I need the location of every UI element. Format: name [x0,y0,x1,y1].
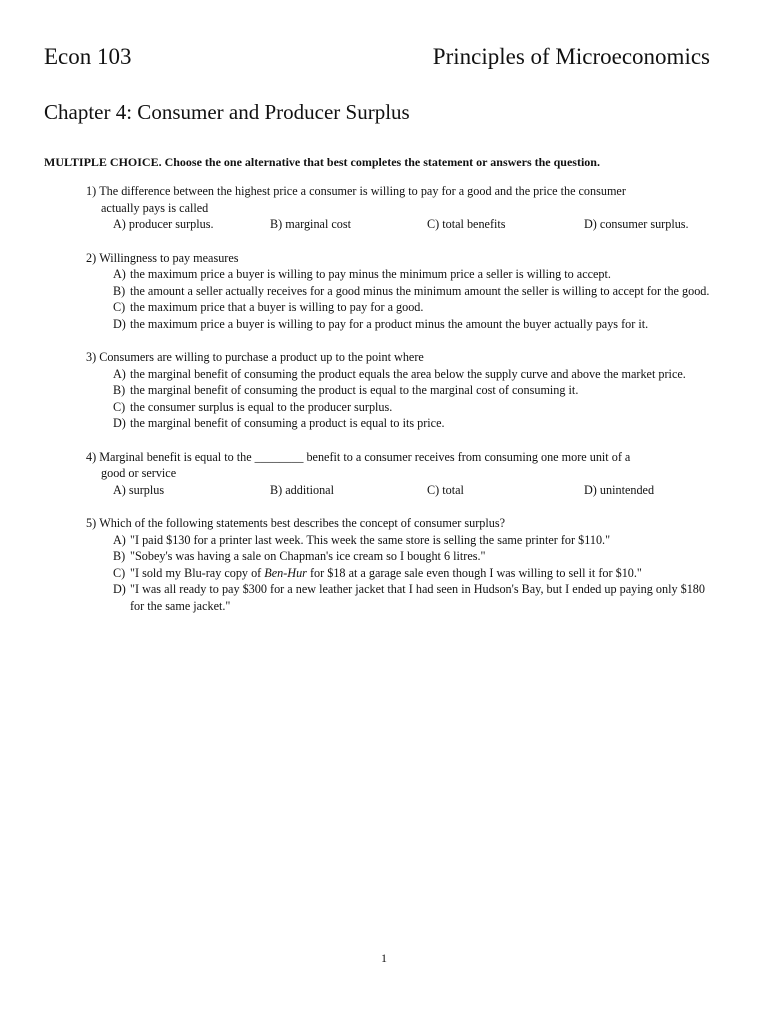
choice-b: B) additional [270,482,334,497]
choice-letter: C) [113,399,126,414]
movie-title: Ben-Hur [264,565,307,580]
choice-c: C) total [427,482,464,497]
choice-text: the maximum price a buyer is willing to pay minus the minimum price a seller is willing to accept. [130,267,611,281]
page-header [44,44,710,76]
choice-c [86,565,712,582]
choice-letter: B) [113,383,126,397]
question-1 [86,183,712,233]
answer-choices [86,216,712,233]
choice-text: the marginal benefit of consuming the product equals the area below the supply curve and above the market price. [130,366,686,381]
choice-text: the marginal benefit of consuming a product is equal to its price. [130,416,445,430]
choice-text: "Sobey's was having a sale on Chapman's ice cream so I bought 6 litres." [130,549,486,563]
question-4 [86,449,712,499]
choice-d [86,316,712,333]
question-number: 1) [86,184,97,198]
choice-text: the consumer surplus is equal to the producer surplus. [130,399,393,414]
choice-letter: D) [113,416,126,430]
question-text-continued: actually pays is called [101,200,209,215]
choice-letter: D) [113,316,126,331]
choice-text-after: for $18 at a garage sale even though I was willing to sell it for $10." [306,565,642,580]
choice-d [86,415,712,432]
question-text: Willingness to pay measures [99,250,239,265]
choice-b [86,382,712,399]
choice-letter: A) [113,366,126,381]
choice-text: the maximum price a buyer is willing to pay for a product minus the amount the buyer actually pays for it. [130,316,649,331]
choice-a: A) producer surplus. [113,217,214,231]
question-text: Which of the following statements best describes the concept of consumer surplus? [99,516,506,530]
choice-letter: B) [113,283,126,298]
choice-d: D) unintended [584,482,655,497]
choice-letter: B) [113,549,126,563]
question-stem [86,183,712,200]
question-number: 4) [86,449,97,464]
question-5 [86,515,712,614]
choice-text: "I paid $130 for a printer last week. This week the same store is selling the same printer for $110." [130,532,611,547]
question-text-continued: good or service [101,466,177,480]
question-stem [86,250,712,267]
course-title: Principles of Microeconomics [432,44,710,69]
choice-text-before: "I sold my Blu-ray copy of [130,565,265,580]
choice-c: C) total benefits [427,217,506,231]
instructions: MULTIPLE CHOICE. Choose the one alternative that best completes the statement or answers the question. [44,155,600,169]
question-stem [86,449,712,466]
question-list [86,183,712,631]
choice-a [86,266,712,283]
chapter-title: Chapter 4: Consumer and Producer Surplus [44,100,410,124]
question-text: Consumers are willing to purchase a product up to the point where [99,350,424,364]
choice-letter: A) [113,267,126,281]
answer-choices [86,482,712,499]
question-stem [86,349,712,366]
choice-a [86,532,712,549]
choice-text: "I was all ready to pay $300 for a new leather jacket that I had seen in Hudson's Bay, but I ended up paying only $180 for the same jacket." [130,582,705,613]
choice-letter: A) [113,532,126,547]
question-text: The difference between the highest price a consumer is willing to pay for a good and the price the consumer [99,184,626,198]
choice-b: B) marginal cost [270,217,352,231]
question-3 [86,349,712,432]
question-text: Marginal benefit is equal to the ________ benefit to a consumer receives from consuming one more unit of a [99,449,631,464]
course-code: Econ 103 [44,44,132,69]
choice-b [86,283,712,300]
choice-c [86,299,712,316]
question-stem [86,515,712,532]
choice-c [86,399,712,416]
choice-a: A) surplus [113,482,165,497]
choice-a [86,366,712,383]
choice-letter: C) [113,565,126,580]
choice-b [86,548,712,565]
choice-text: the marginal benefit of consuming the product is equal to the marginal cost of consuming it. [130,383,579,397]
page-number: 1 [381,951,387,965]
question-number: 2) [86,250,97,265]
question-number: 5) [86,516,97,530]
choice-letter: D) [113,582,126,596]
choice-d: D) consumer surplus. [584,217,689,231]
choice-d [86,581,712,614]
question-2 [86,250,712,333]
question-number: 3) [86,350,97,364]
choice-text [130,565,712,582]
choice-text: the amount a seller actually receives for a good minus the minimum amount the seller is willing to accept for the good. [130,283,710,298]
choice-text: the maximum price that a buyer is willing to pay for a good. [130,300,424,314]
choice-letter: C) [113,300,126,314]
